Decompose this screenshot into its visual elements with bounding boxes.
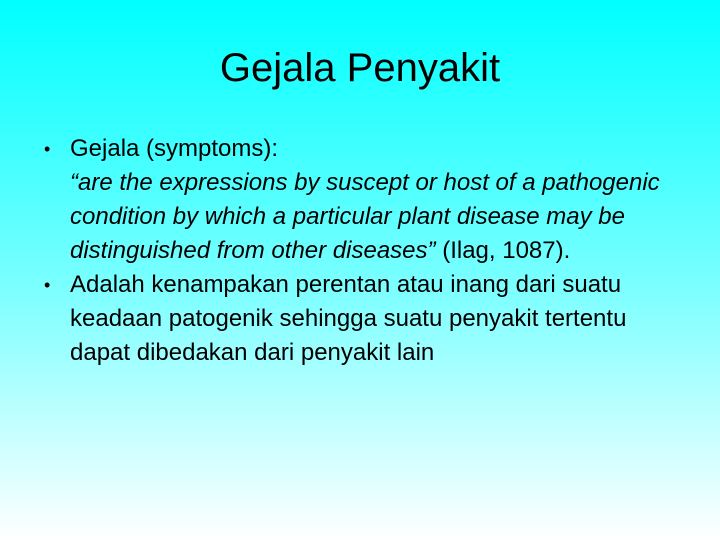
- definition-quote: “are the expressions by suscept or host of a pathogenic condition by which a particular plant disease may be distinguished from other diseases”: [70, 169, 660, 264]
- bullet-lead-text: Gejala (symptoms):: [70, 135, 279, 162]
- bullet-list: [40, 132, 680, 370]
- bullet-icon: •: [44, 275, 51, 295]
- definition-citation: (Ilag, 1087).: [435, 237, 571, 264]
- bullet-item-symptoms: [40, 132, 680, 268]
- bullet-item-definition-id: [40, 268, 680, 370]
- bullet-text: Adalah kenampakan perentan atau inang dari suatu keadaan patogenik sehingga suatu penyakit tertentu dapat dibedakan dari penyakit lain: [70, 271, 627, 366]
- bullet-icon: •: [44, 139, 51, 159]
- slide-title: Gejala Penyakit: [219, 46, 501, 90]
